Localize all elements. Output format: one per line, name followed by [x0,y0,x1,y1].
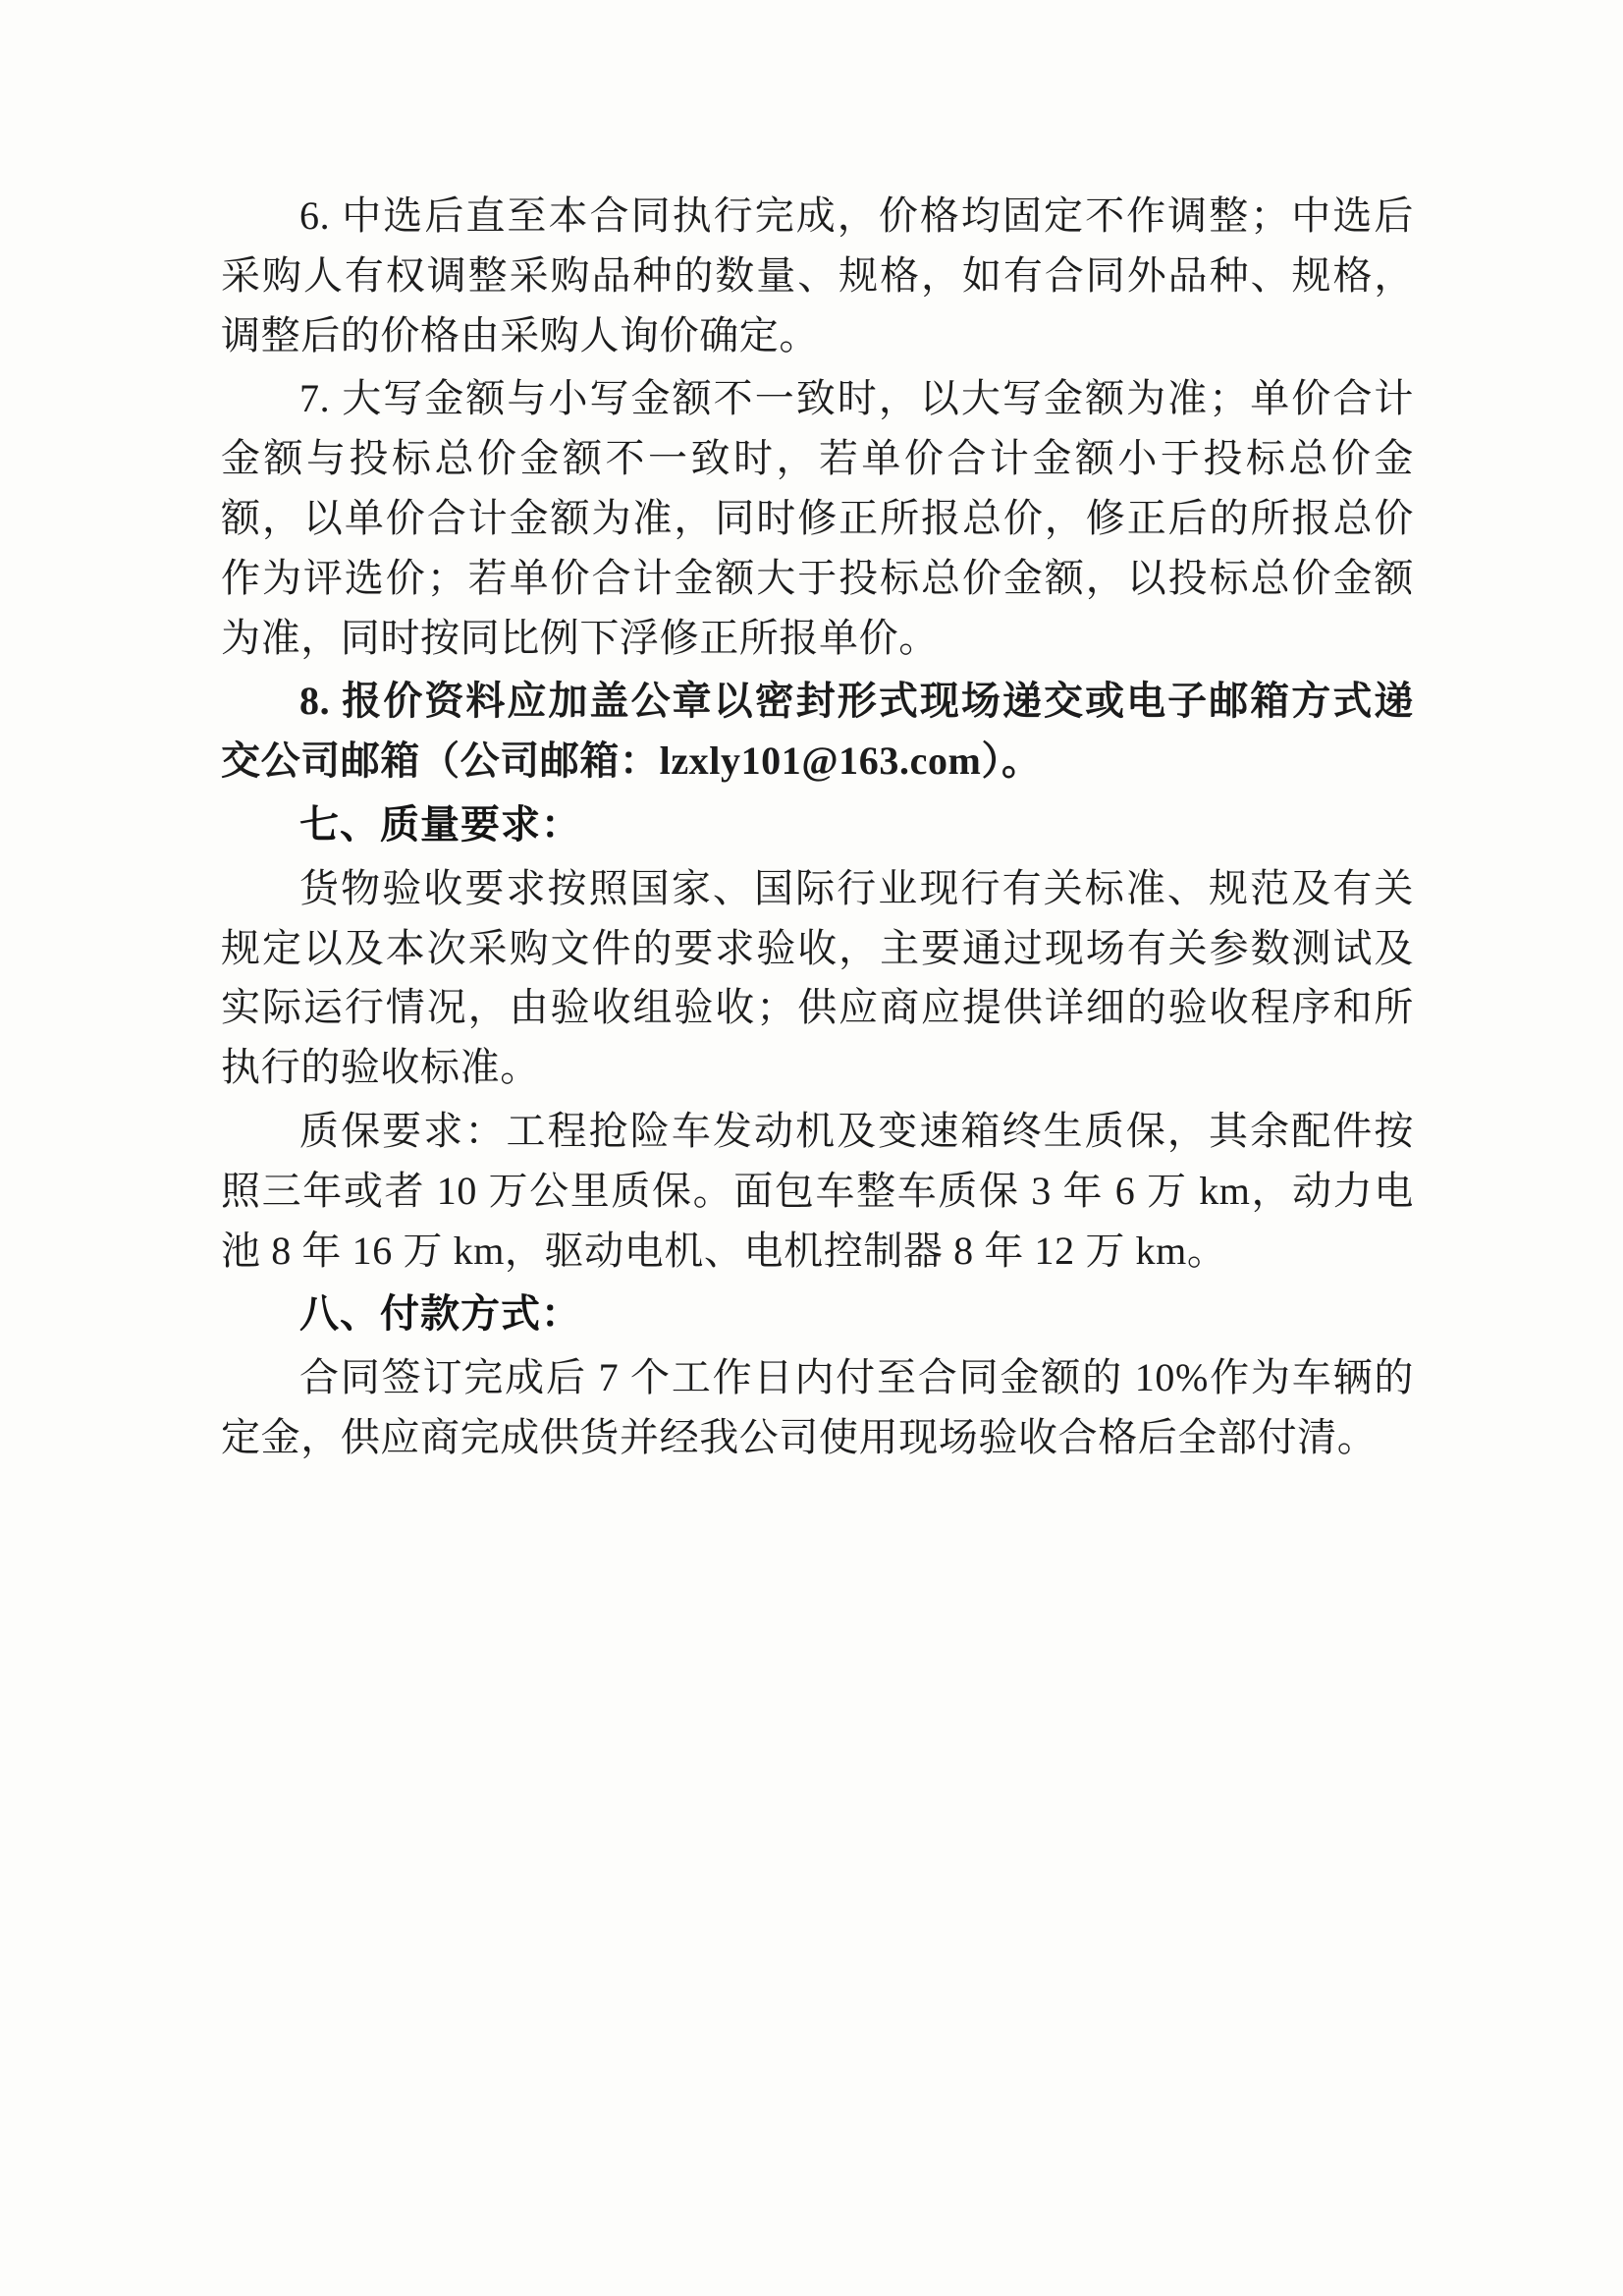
section-heading-eight: 八、付款方式： [299,1291,581,1337]
quality-acceptance-paragraph: 货物验收要求按照国家、国际行业现行有关标准、规范及有关规定以及本次采购文件的要求验收，主要通过现场有关参数测试及实际运行情况，由验收组验收；供应商应提供详细的验收程序和所执行的验收标准。 [221,865,1414,1090]
section-heading-seven: 七、质量要求： [299,801,581,847]
clause-8: 8. 报价资料应加盖公章以密封形式现场递交或电子邮箱方式递交公司邮箱（公司邮箱：lzxly101@163.com）。 [221,679,1414,784]
clause-6: 6. 中选后直至本合同执行完成，价格均固定不作调整；中选后采购人有权调整采购品种的数量、规格，如有合同外品种、规格，调整后的价格由采购人询价确定。 [221,193,1414,357]
document-body [221,187,1414,1468]
payment-paragraph: 合同签订完成后 7 个工作日内付至合同金额的 10%作为车辆的定金，供应商完成供货并经我公司使用现场验收合格后全部付清。 [221,1355,1414,1459]
warranty-paragraph: 质保要求：工程抢险车发动机及变速箱终生质保，其余配件按照三年或者 10 万公里质保。面包车整车质保 3 年 6 万 km，动力电池 8 年 16 万 km，驱动电机、电机控制器 8 年 12 万 km。 [221,1108,1414,1273]
clause-7: 7. 大写金额与小写金额不一致时，以大写金额为准；单价合计金额与投标总价金额不一致时，若单价合计金额小于投标总价金额，以单价合计金额为准，同时修正所报总价，修正后的所报总价作为评选价；若单价合计金额大于投标总价金额，以投标总价金额为准，同时按同比例下浮修正所报单价。 [221,376,1414,660]
